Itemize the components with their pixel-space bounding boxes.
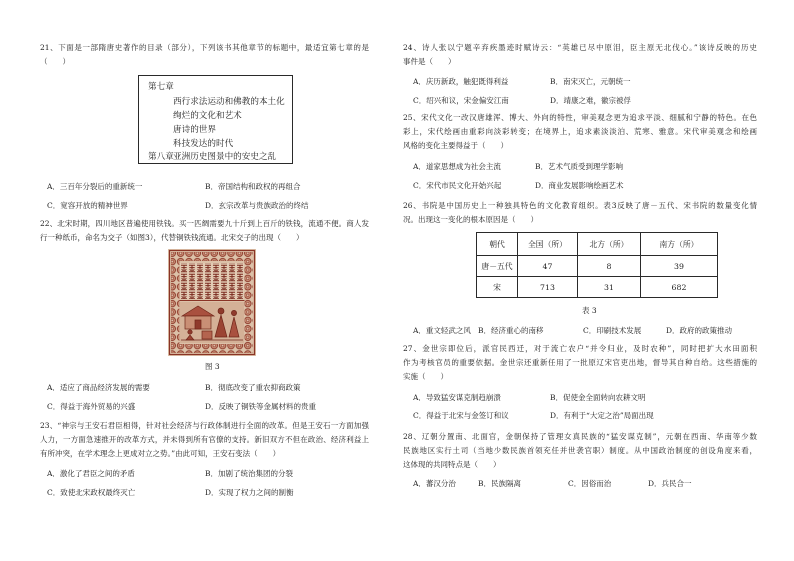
- toc-chapter-8-label: 第八章: [148, 152, 174, 162]
- q25-stem-line: 25、宋代文化一改汉唐雄浑、博大、外向的特性，审美观念更为追求平淡、细腻和宁静的特色。在色: [403, 113, 757, 122]
- q28-stem-line: 28、辽朝分置南、北面官，金朝保持了管理女真民族的“猛安谋克制”，元朝在西南、华南等少数: [403, 432, 757, 441]
- table-cell: 8: [578, 256, 641, 277]
- q25-stem-line: 风格的变化主要得益于（ ）: [403, 141, 508, 150]
- q21-option-b: B．帝国结构和政权的再组合: [205, 182, 301, 191]
- toc-section: 绚烂的文化和艺术: [173, 111, 242, 121]
- toc-chapter-8-title: 亚洲历史图景中的安史之乱: [173, 152, 277, 162]
- table-cell: 唐－五代: [477, 256, 518, 277]
- q26-stem-line: 26、书院是中国历史上一种独具特色的文化教育组织。表3反映了唐－五代、宋书院的数量变化情: [403, 201, 757, 210]
- q24-option-c: C．绍兴和议，宋金偏安江南: [413, 96, 509, 105]
- q24-stem-line: 事件是（ ）: [403, 57, 456, 66]
- toc-section: 西行求法运动和佛教的本土化: [173, 97, 285, 107]
- q22-option-c: C．得益于海外贸易的兴盛: [47, 402, 136, 411]
- q23-stem-line: 人力，一方面急速推开的改革方式，并未得到所有官僚的支持。新旧双方不但在政治、经济利益上: [40, 435, 369, 444]
- figure-3-caption: 图 3: [205, 362, 220, 371]
- q21-option-d: D．玄宗改革与贵族政治的终结: [205, 201, 309, 210]
- q21-answer-blank: （ ）: [40, 57, 70, 66]
- table-cell: 39: [641, 256, 718, 277]
- q25-option-b: B．艺术气质受到理学影响: [535, 162, 624, 171]
- q23-stem-line: 23、“神宗与王安石君臣相得，针对社会经济与行政体制进行全面的改革。但是王安石一方面加强: [40, 421, 369, 430]
- q22-option-a: A．适应了商品经济发展的需要: [47, 383, 150, 392]
- table-header-cell: 朝代: [477, 233, 518, 256]
- table-of-contents-box: [138, 75, 293, 164]
- q27-stem-line: 作为考核官员的重要依据。金世宗还重新任用了一批原辽宋官吏出地，督导其自种自给。这些措施的: [403, 358, 757, 367]
- q23-stem-line: 有所冲突，在学术理念上更成对立之势。”由此可知，王安石变法（ ）: [40, 449, 281, 458]
- q26-stem-line: 况。出现这一变化的根本原因是（ ）: [403, 215, 538, 224]
- q22-option-d: D．反映了铜铁等金属材料的贵重: [205, 402, 317, 411]
- q22-stem-line: 行一种纸币，命名为交子（如图3），代替铜铁钱流通。北宋交子的出现（ ）: [40, 233, 304, 242]
- q27-stem-line: 27、金世宗即位后，派官民西迁，对于流亡农户“并令归业，及时农种”，同时把扩大水田面积: [403, 344, 757, 353]
- q28-option-c: C．因俗而治: [568, 479, 612, 488]
- q25-option-d: D．商业发展影响绘画艺术: [535, 181, 624, 190]
- q23-option-a: A．激化了君臣之间的矛盾: [47, 469, 135, 478]
- q23-option-b: B．加剧了统治集团的分裂: [205, 469, 294, 478]
- toc-section: 科技发达的时代: [173, 139, 234, 149]
- q26-option-d: D．政府的政策推动: [666, 326, 733, 335]
- q28-option-a: A．蕃汉分治: [413, 479, 456, 488]
- table-header-row: [477, 233, 718, 256]
- q26-option-a: A．重文轻武之风: [413, 326, 471, 335]
- q28-option-d: D．兵民合一: [648, 479, 692, 488]
- toc-section: 唐诗的世界: [173, 125, 216, 135]
- toc-chapter-7-label: 第七章: [148, 82, 174, 92]
- table-cell: 宋: [477, 277, 518, 298]
- q22-stem-line: 22、北宋时期，四川地区普遍使用铁钱。买一匹绸需要九十斤到上百斤的铁钱，流通不便。商人发: [40, 219, 369, 228]
- q22-option-b: B．彻底改变了重农抑商政策: [205, 383, 301, 392]
- q24-option-d: D．靖康之难，徽宗被俘: [550, 96, 632, 105]
- table-cell: 31: [578, 277, 641, 298]
- q21-option-a: A．三百年分裂后的重新统一: [47, 182, 143, 191]
- q25-stem-line: 彩上，宋代绘画由重彩向淡彩转变；在境界上，追求素淡淡泊、荒寒、雅意。宋代审美观念和绘画: [403, 127, 757, 136]
- q28-stem-line: 这体现的共同特点是（ ）: [403, 460, 501, 469]
- q21-stem-line: 21、下面是一部隋唐史著作的目录（部分），下列该书其他章节的标题中，最适宜第七章的是: [40, 43, 369, 52]
- q28-option-b: B．民族隔离: [478, 479, 522, 488]
- q26-option-c: C．印刷技术发展: [583, 326, 642, 335]
- table-row: [477, 277, 718, 298]
- jiaozi-banknote-image: [168, 249, 256, 356]
- q24-option-b: B．南宋灭亡，元朝统一: [550, 77, 631, 86]
- q25-option-c: C．宋代市民文化开始兴起: [413, 181, 502, 190]
- q27-option-b: B．促使金全面转向农耕文明: [550, 393, 646, 402]
- q21-option-c: C．宽容开放的精神世界: [47, 201, 128, 210]
- q23-option-d: D．实现了权力之间的制衡: [205, 488, 294, 497]
- q27-option-c: C．得益于北宋与金签订和议: [413, 411, 509, 420]
- q23-option-c: C．致使北宋政权最终灭亡: [47, 488, 136, 497]
- table-3-caption: 表 3: [582, 306, 597, 315]
- q27-option-d: D．有利于“大定之治”局面出现: [550, 411, 654, 420]
- academy-count-table: [476, 232, 718, 298]
- q25-option-a: A．道家思想成为社会主流: [413, 162, 501, 171]
- table-cell: 47: [518, 256, 578, 277]
- q27-option-a: A．导致猛安谋克制趋崩溃: [413, 393, 501, 402]
- table-cell: 682: [641, 277, 718, 298]
- table-cell: 713: [518, 277, 578, 298]
- q24-option-a: A．庆历新政，触犯既得利益: [413, 77, 509, 86]
- q28-stem-line: 民族地区实行土司（当地少数民族首领充任并世袭官职）制度。从中国政治制度的创设角度来看，: [403, 446, 757, 455]
- table-header-cell: 北方（所）: [578, 233, 641, 256]
- table-header-cell: 全国（所）: [518, 233, 578, 256]
- q27-stem-line: 实施（ ）: [403, 372, 448, 381]
- table-header-cell: 南方（所）: [641, 233, 718, 256]
- q26-option-b: B．经济重心的南移: [478, 326, 544, 335]
- q24-stem-line: 24、诗人张以宁题辛弃疾墨迹时赋诗云：“英雄已尽中原泪，臣主原无北伐心。”该诗反映的历史: [403, 43, 757, 52]
- table-row: [477, 256, 718, 277]
